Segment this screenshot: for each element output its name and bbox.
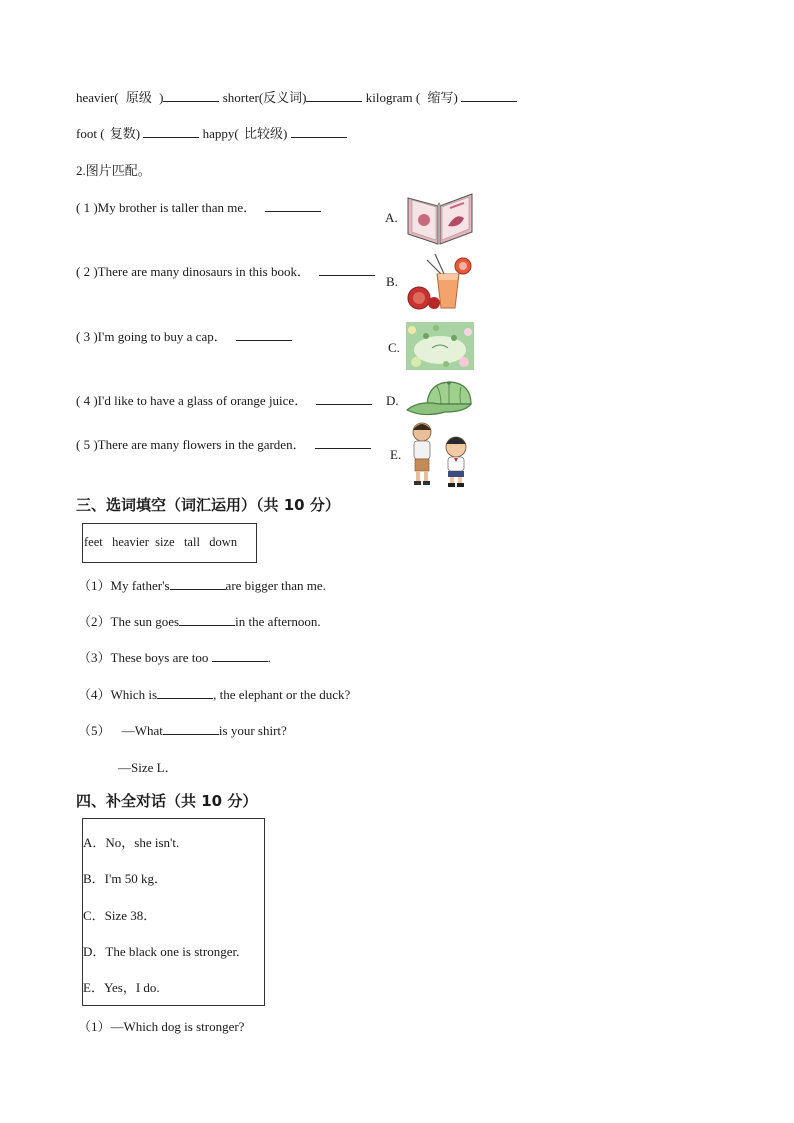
vocab-row-2 bbox=[76, 123, 347, 142]
item-text: These boys are too bbox=[110, 650, 209, 665]
vocab-word: kilogram ( bbox=[365, 90, 421, 105]
answer-blank[interactable] bbox=[265, 199, 321, 212]
match-item-2 bbox=[76, 261, 375, 280]
item-text: , the elephant or the duck? bbox=[213, 687, 351, 702]
vocab-hint: 复数 bbox=[109, 126, 136, 141]
vocab-word: foot ( bbox=[76, 126, 105, 141]
vocab-row-1 bbox=[76, 87, 517, 106]
item-text: are bigger than me. bbox=[225, 578, 326, 593]
section-4-heading: 四、补全对话（共 10 分） bbox=[76, 792, 258, 810]
vocab-word: happy( bbox=[202, 126, 239, 141]
answer-blank[interactable] bbox=[461, 89, 517, 102]
option-letter-e: E. bbox=[390, 447, 402, 462]
answer-blank[interactable] bbox=[212, 649, 268, 662]
item-number: （4） bbox=[78, 687, 111, 702]
dialogue-option-e: E．Yes，I do. bbox=[83, 980, 160, 995]
s3-item-3 bbox=[78, 647, 271, 666]
s3-item-5 bbox=[78, 720, 287, 739]
option-letter-a: A. bbox=[385, 210, 398, 225]
answer-blank[interactable] bbox=[319, 263, 375, 276]
match-item-text: ( 3 )I'm going to buy a cap． bbox=[76, 329, 227, 344]
section-3-heading: 三、选词填空（词汇运用）（共 10 分） bbox=[76, 496, 340, 514]
answer-blank[interactable] bbox=[306, 89, 362, 102]
cap-icon bbox=[405, 378, 475, 420]
item-number: （3） bbox=[78, 650, 111, 665]
answer-blank[interactable] bbox=[291, 125, 347, 138]
answer-blank[interactable] bbox=[163, 89, 219, 102]
s3-item-2 bbox=[78, 611, 321, 630]
vocab-close: ) bbox=[283, 126, 288, 141]
match-item-text: ( 1 )My brother is taller than me． bbox=[76, 200, 257, 215]
vocab-hint: 缩写 bbox=[427, 90, 454, 105]
dialogue-option-c: C．Size 38． bbox=[83, 908, 157, 923]
vocab-close: ) bbox=[159, 90, 164, 105]
answer-blank[interactable] bbox=[163, 722, 219, 735]
match-item-1 bbox=[76, 197, 321, 216]
match-title: 2.图片匹配。 bbox=[76, 163, 151, 178]
item-text: . bbox=[267, 650, 271, 665]
dialogue-option-b: B．I'm 50 kg． bbox=[83, 871, 167, 886]
option-letter-d: D. bbox=[386, 393, 399, 408]
answer-blank[interactable] bbox=[316, 392, 372, 405]
dialogue-options-box bbox=[82, 818, 265, 1006]
item-number: （1） bbox=[78, 578, 111, 593]
vocab-word: shorter bbox=[222, 90, 259, 105]
s3-item-4 bbox=[78, 684, 350, 703]
answer-blank[interactable] bbox=[179, 613, 235, 626]
item-text: Which is bbox=[110, 687, 158, 702]
option-letter-b: B. bbox=[386, 274, 398, 289]
vocab-hint: 原级 bbox=[125, 90, 152, 105]
book-icon bbox=[404, 186, 476, 246]
answer-blank[interactable] bbox=[236, 328, 292, 341]
answer-blank[interactable] bbox=[157, 686, 213, 699]
s4-question-1: （1）—Which dog is stronger? bbox=[78, 1019, 245, 1034]
word-bank-box bbox=[82, 523, 257, 563]
match-item-5 bbox=[76, 434, 371, 453]
item-text: The sun goes bbox=[110, 614, 180, 629]
s3-item-1 bbox=[78, 575, 326, 594]
vocab-hint: (反义词) bbox=[258, 90, 307, 105]
match-item-4 bbox=[76, 390, 372, 409]
option-letter-c: C. bbox=[388, 340, 400, 355]
answer-blank[interactable] bbox=[315, 436, 371, 449]
word-bank-text: feet heavier size tall down bbox=[84, 535, 238, 549]
item-text: —What bbox=[121, 723, 163, 738]
item-text: My father's bbox=[110, 578, 170, 593]
answer-blank[interactable] bbox=[170, 577, 226, 590]
juice-icon bbox=[405, 250, 475, 312]
vocab-close: ) bbox=[453, 90, 458, 105]
answer-blank[interactable] bbox=[143, 125, 199, 138]
match-item-text: ( 4 )I'd like to have a glass of orange juice． bbox=[76, 393, 308, 408]
match-item-text: ( 5 )There are many flowers in the garden． bbox=[76, 437, 306, 452]
vocab-word: heavier( bbox=[76, 90, 119, 105]
match-item-3 bbox=[76, 326, 292, 345]
item-text: is your shirt? bbox=[218, 723, 287, 738]
item-number: （2） bbox=[78, 614, 111, 629]
flowers-icon bbox=[406, 322, 474, 370]
match-item-text: ( 2 )There are many dinosaurs in this book． bbox=[76, 264, 310, 279]
boys-icon bbox=[404, 420, 476, 488]
s3-item-5-answer: —Size L． bbox=[118, 760, 178, 775]
item-text: in the afternoon. bbox=[235, 614, 321, 629]
item-number: （5） bbox=[78, 723, 111, 738]
vocab-hint: 比较级 bbox=[244, 126, 284, 141]
dialogue-option-d: D．The black one is stronger. bbox=[83, 944, 240, 959]
vocab-close: ) bbox=[135, 126, 141, 141]
dialogue-option-a: A．No，she isn't. bbox=[83, 835, 180, 850]
